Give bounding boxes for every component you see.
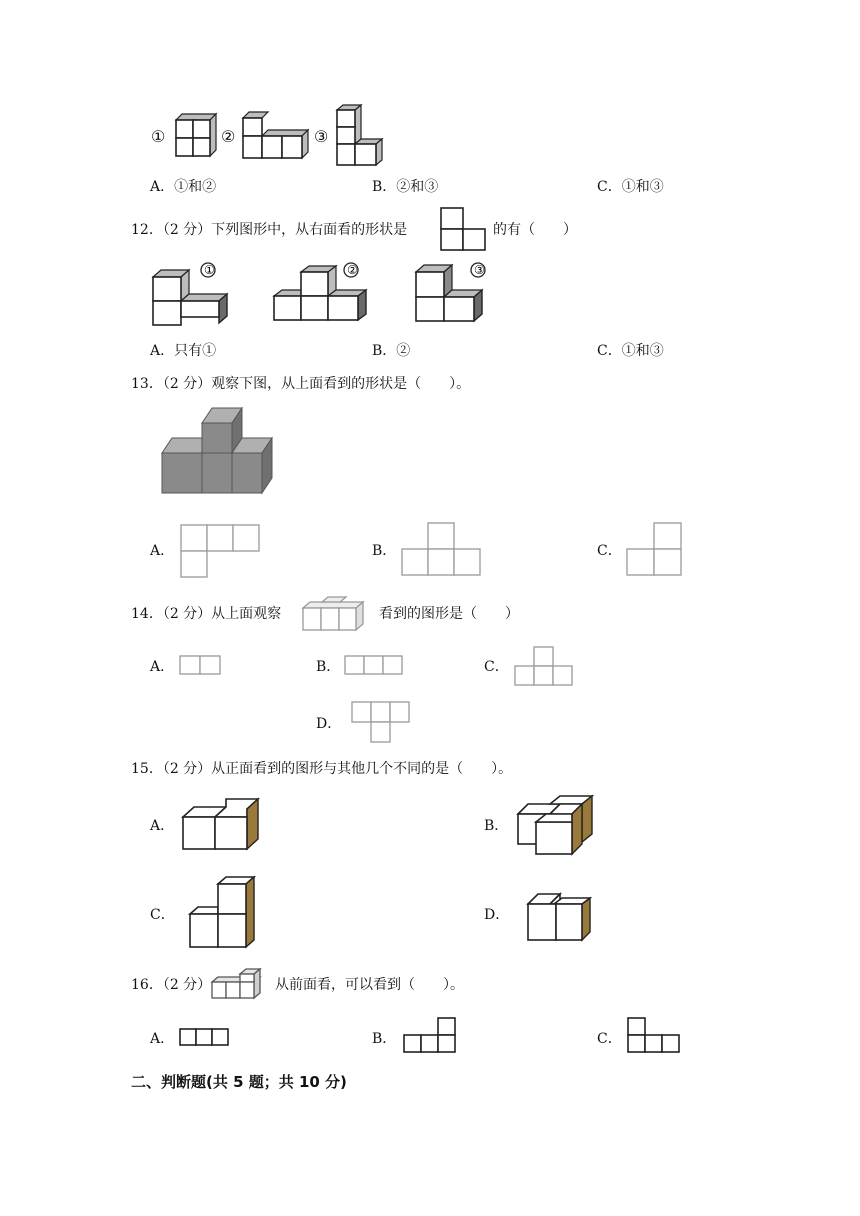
q12-option-b[interactable]: B．② [372,343,411,359]
q12-stem-after: 的有（ ） [493,222,577,238]
q11-option-a[interactable]: A．①和② [150,179,217,195]
q11-fig2 [240,110,310,160]
q15-option-c[interactable]: C． [150,907,175,923]
q16-stem-figure [210,968,266,1002]
q16-stem-before: 16．（2 分） [131,977,212,993]
q13-option-c-shape [626,522,686,578]
q15-option-b-shape [514,794,604,860]
q14-stem-figure [300,597,370,633]
q15-option-a-shape [180,797,274,855]
q12-fig-label-2: ② [347,263,358,277]
q15-option-d-shape [524,888,594,944]
q14-stem-before: 14．（2 分）从上面观察 [131,606,282,622]
q12-fig1 [152,262,232,328]
q16-option-a[interactable]: A． [150,1031,175,1047]
q15-option-c-shape [186,874,266,950]
q13-stem: 13．（2 分）观察下图，从上面看到的形状是（ ）。 [131,376,471,392]
q11-fig3 [334,104,384,166]
q11-fig1 [172,112,218,160]
q16-option-c-shape [627,1016,683,1056]
q14-option-a[interactable]: A． [150,659,175,675]
q12-fig2 [271,262,376,328]
q11-fig-label-1: ① [151,127,166,146]
q13-option-a-shape [180,524,262,580]
q16-option-b-shape [403,1016,459,1056]
q16-option-b[interactable]: B． [372,1031,397,1047]
q14-stem-after: 看到的图形是（ ） [379,606,519,622]
q15-option-a[interactable]: A． [150,818,175,834]
q15-option-d[interactable]: D． [484,907,510,923]
q14-option-c[interactable]: C． [484,659,509,675]
q16-stem-after: 从前面看，可以看到（ ）。 [275,977,464,993]
q11-option-c[interactable]: C．①和③ [597,179,664,195]
q16-option-c[interactable]: C． [597,1031,622,1047]
q12-option-a[interactable]: A．只有① [150,343,217,359]
q12-stem-before: 12．（2 分）下列图形中，从右面看的形状是 [131,222,408,238]
q13-option-c[interactable]: C． [597,543,622,559]
q13-option-b-shape [401,522,483,578]
q11-fig-label-3: ③ [314,127,329,146]
q11-option-b[interactable]: B．②和③ [372,179,439,195]
q14-option-c-shape [514,646,576,688]
q11-fig-label-2: ② [221,127,236,146]
q12-fig3 [412,262,492,330]
q14-option-d-shape [351,701,413,745]
q14-option-b-shape [344,655,406,677]
q14-option-d[interactable]: D． [316,716,342,732]
section-2-title: 二、判断题(共 5 题；共 10 分) [131,1073,347,1091]
q12-fig-label-3: ③ [474,263,485,277]
q13-option-a[interactable]: A． [150,543,175,559]
q12-stem-shape [440,207,486,251]
q13-option-b[interactable]: B． [372,543,397,559]
q12-fig-label-1: ① [204,263,215,277]
q12-option-c[interactable]: C．①和③ [597,343,664,359]
q14-option-a-shape [179,655,223,677]
q15-option-b[interactable]: B． [484,818,509,834]
q16-option-a-shape [179,1027,233,1049]
q15-stem: 15．（2 分）从正面看到的图形与其他几个不同的是（ ）。 [131,761,513,777]
q13-figure [158,406,278,496]
q14-option-b[interactable]: B． [316,659,341,675]
